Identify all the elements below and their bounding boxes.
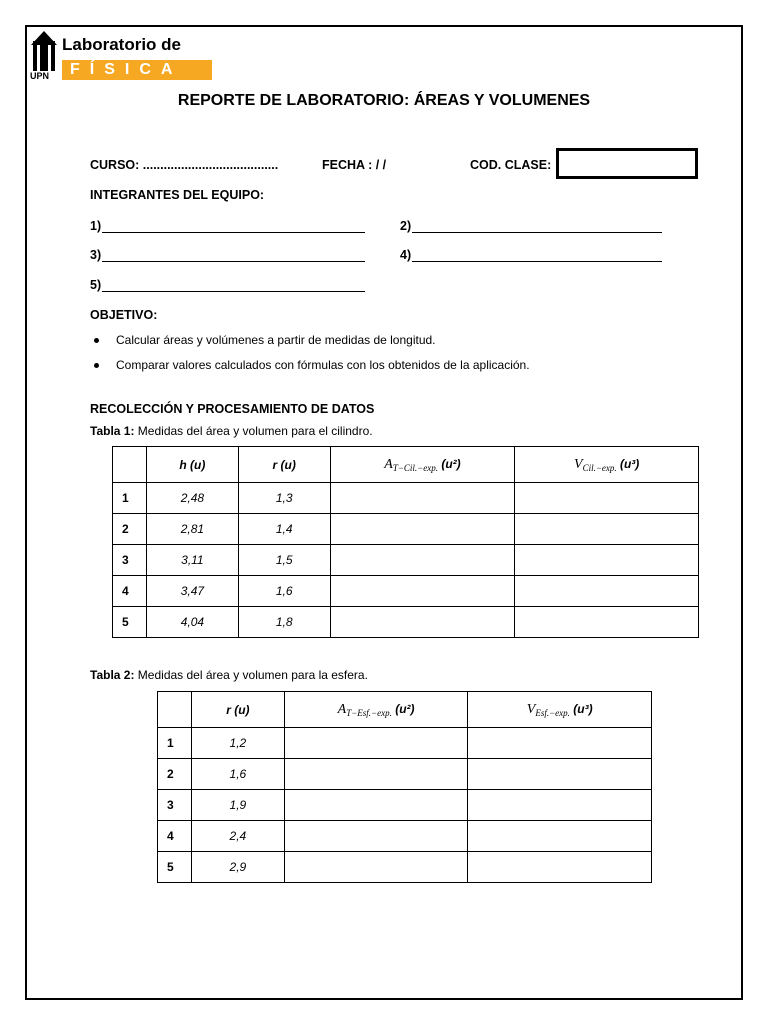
cell-volume[interactable] xyxy=(468,728,652,759)
table2-header-index xyxy=(158,692,192,728)
table1-header-index xyxy=(113,447,147,483)
row-index: 5 xyxy=(113,607,147,638)
member-label: 3) xyxy=(90,248,102,262)
table1-header-h: h (u) xyxy=(146,447,238,483)
objective-list xyxy=(90,332,530,382)
volume-symbol: V xyxy=(526,701,536,717)
lab-logo xyxy=(30,31,190,81)
cell-h: 2,48 xyxy=(146,483,238,514)
table2-header-area xyxy=(284,692,468,728)
volume-unit: (u³) xyxy=(616,456,640,471)
member-label: 5) xyxy=(90,278,102,292)
area-unit: (u²) xyxy=(437,456,461,471)
member-field-1[interactable] xyxy=(90,219,101,233)
member-field-2[interactable] xyxy=(400,219,411,233)
table2-caption-text: Medidas del área y volumen para la esfera. xyxy=(134,668,368,682)
area-symbol: A xyxy=(337,701,347,717)
table1-header-r: r (u) xyxy=(238,447,330,483)
row-index: 2 xyxy=(158,759,192,790)
table2-caption-label: Tabla 2: xyxy=(90,668,135,682)
cell-r: 1,9 xyxy=(191,790,284,821)
data-section-heading: RECOLECCIÓN Y PROCESAMIENTO DE DATOS xyxy=(90,402,375,416)
cell-r: 2,4 xyxy=(191,821,284,852)
table-row xyxy=(158,852,652,883)
cell-area[interactable] xyxy=(330,576,515,607)
cell-area[interactable] xyxy=(330,514,515,545)
member-label: 1) xyxy=(90,219,102,233)
cell-r: 2,9 xyxy=(191,852,284,883)
table1-header-area xyxy=(330,447,515,483)
table2-header-volume xyxy=(468,692,652,728)
cell-area[interactable] xyxy=(330,545,515,576)
table1-header-volume xyxy=(515,447,699,483)
cell-r: 1,3 xyxy=(238,483,330,514)
cell-r: 1,8 xyxy=(238,607,330,638)
upn-mark: UPN xyxy=(30,71,50,81)
table-row xyxy=(113,576,699,607)
cell-r: 1,4 xyxy=(238,514,330,545)
page-title: REPORTE DE LABORATORIO: ÁREAS Y VOLUMENES xyxy=(177,92,591,109)
table-row xyxy=(113,514,699,545)
row-index: 1 xyxy=(158,728,192,759)
table1-caption xyxy=(90,424,373,438)
table-row xyxy=(113,545,699,576)
table-row xyxy=(158,728,652,759)
cell-area[interactable] xyxy=(284,852,468,883)
area-unit: (u²) xyxy=(391,701,415,716)
cell-h: 2,81 xyxy=(146,514,238,545)
row-index: 3 xyxy=(158,790,192,821)
curso-field[interactable]: CURSO: ....................................... xyxy=(90,158,279,172)
table2-sphere xyxy=(157,691,652,883)
row-index: 4 xyxy=(113,576,147,607)
table-row xyxy=(158,759,652,790)
cell-volume[interactable] xyxy=(468,821,652,852)
row-index: 1 xyxy=(113,483,147,514)
table2-caption xyxy=(90,668,368,682)
member-field-5[interactable] xyxy=(90,278,101,292)
cell-r: 1,5 xyxy=(238,545,330,576)
member-label: 2) xyxy=(400,219,412,233)
row-index: 4 xyxy=(158,821,192,852)
table-row xyxy=(158,821,652,852)
fecha-field[interactable]: FECHA : / / xyxy=(322,158,387,172)
cod-clase-label: COD. CLASE: xyxy=(470,158,552,172)
cell-area[interactable] xyxy=(284,759,468,790)
table-row xyxy=(113,607,699,638)
cell-r: 1,2 xyxy=(191,728,284,759)
table1-caption-label: Tabla 1: xyxy=(90,424,135,438)
area-subscript: T−Esf.−exp. xyxy=(346,707,392,718)
cell-area[interactable] xyxy=(330,607,515,638)
logo-line-2: FÍSICA xyxy=(62,60,212,80)
member-field-4[interactable] xyxy=(400,248,411,262)
cell-volume[interactable] xyxy=(515,514,699,545)
cell-h: 3,47 xyxy=(146,576,238,607)
member-field-3[interactable] xyxy=(90,248,101,262)
volume-subscript: Cil.−exp. xyxy=(582,462,617,473)
cell-h: 4,04 xyxy=(146,607,238,638)
upn-arrow-icon xyxy=(30,31,58,71)
cell-h: 3,11 xyxy=(146,545,238,576)
row-index: 3 xyxy=(113,545,147,576)
cell-volume[interactable] xyxy=(468,759,652,790)
volume-subscript: Esf.−exp. xyxy=(535,707,570,718)
table1-caption-text: Medidas del área y volumen para el cilindro. xyxy=(134,424,373,438)
logo-line-1: Laboratorio de xyxy=(62,35,182,54)
table-row xyxy=(158,790,652,821)
row-index: 5 xyxy=(158,852,192,883)
cell-volume[interactable] xyxy=(468,852,652,883)
cell-volume[interactable] xyxy=(468,790,652,821)
objective-heading: OBJETIVO: xyxy=(90,308,158,322)
cell-r: 1,6 xyxy=(191,759,284,790)
cell-r: 1,6 xyxy=(238,576,330,607)
table2-header-r: r (u) xyxy=(191,692,284,728)
cell-area[interactable] xyxy=(284,790,468,821)
area-symbol: A xyxy=(384,456,393,472)
cod-clase-box[interactable] xyxy=(556,148,698,179)
cell-area[interactable] xyxy=(284,728,468,759)
table-row xyxy=(113,483,699,514)
cell-area[interactable] xyxy=(284,821,468,852)
table1-cylinder xyxy=(112,446,699,638)
cell-volume[interactable] xyxy=(515,607,699,638)
cell-volume[interactable] xyxy=(515,576,699,607)
volume-unit: (u³) xyxy=(569,701,593,716)
objective-item: Calcular áreas y volúmenes a partir de medidas de longitud. xyxy=(90,332,530,357)
member-label: 4) xyxy=(400,248,412,262)
area-subscript: T−Cil.−exp. xyxy=(392,462,438,473)
cell-volume[interactable] xyxy=(515,545,699,576)
team-heading: INTEGRANTES DEL EQUIPO: xyxy=(90,188,265,202)
row-index: 2 xyxy=(113,514,147,545)
cell-area[interactable] xyxy=(330,483,515,514)
objective-item: Comparar valores calculados con fórmulas con los obtenidos de la aplicación. xyxy=(90,357,530,382)
volume-symbol: V xyxy=(574,456,583,472)
cell-volume[interactable] xyxy=(515,483,699,514)
